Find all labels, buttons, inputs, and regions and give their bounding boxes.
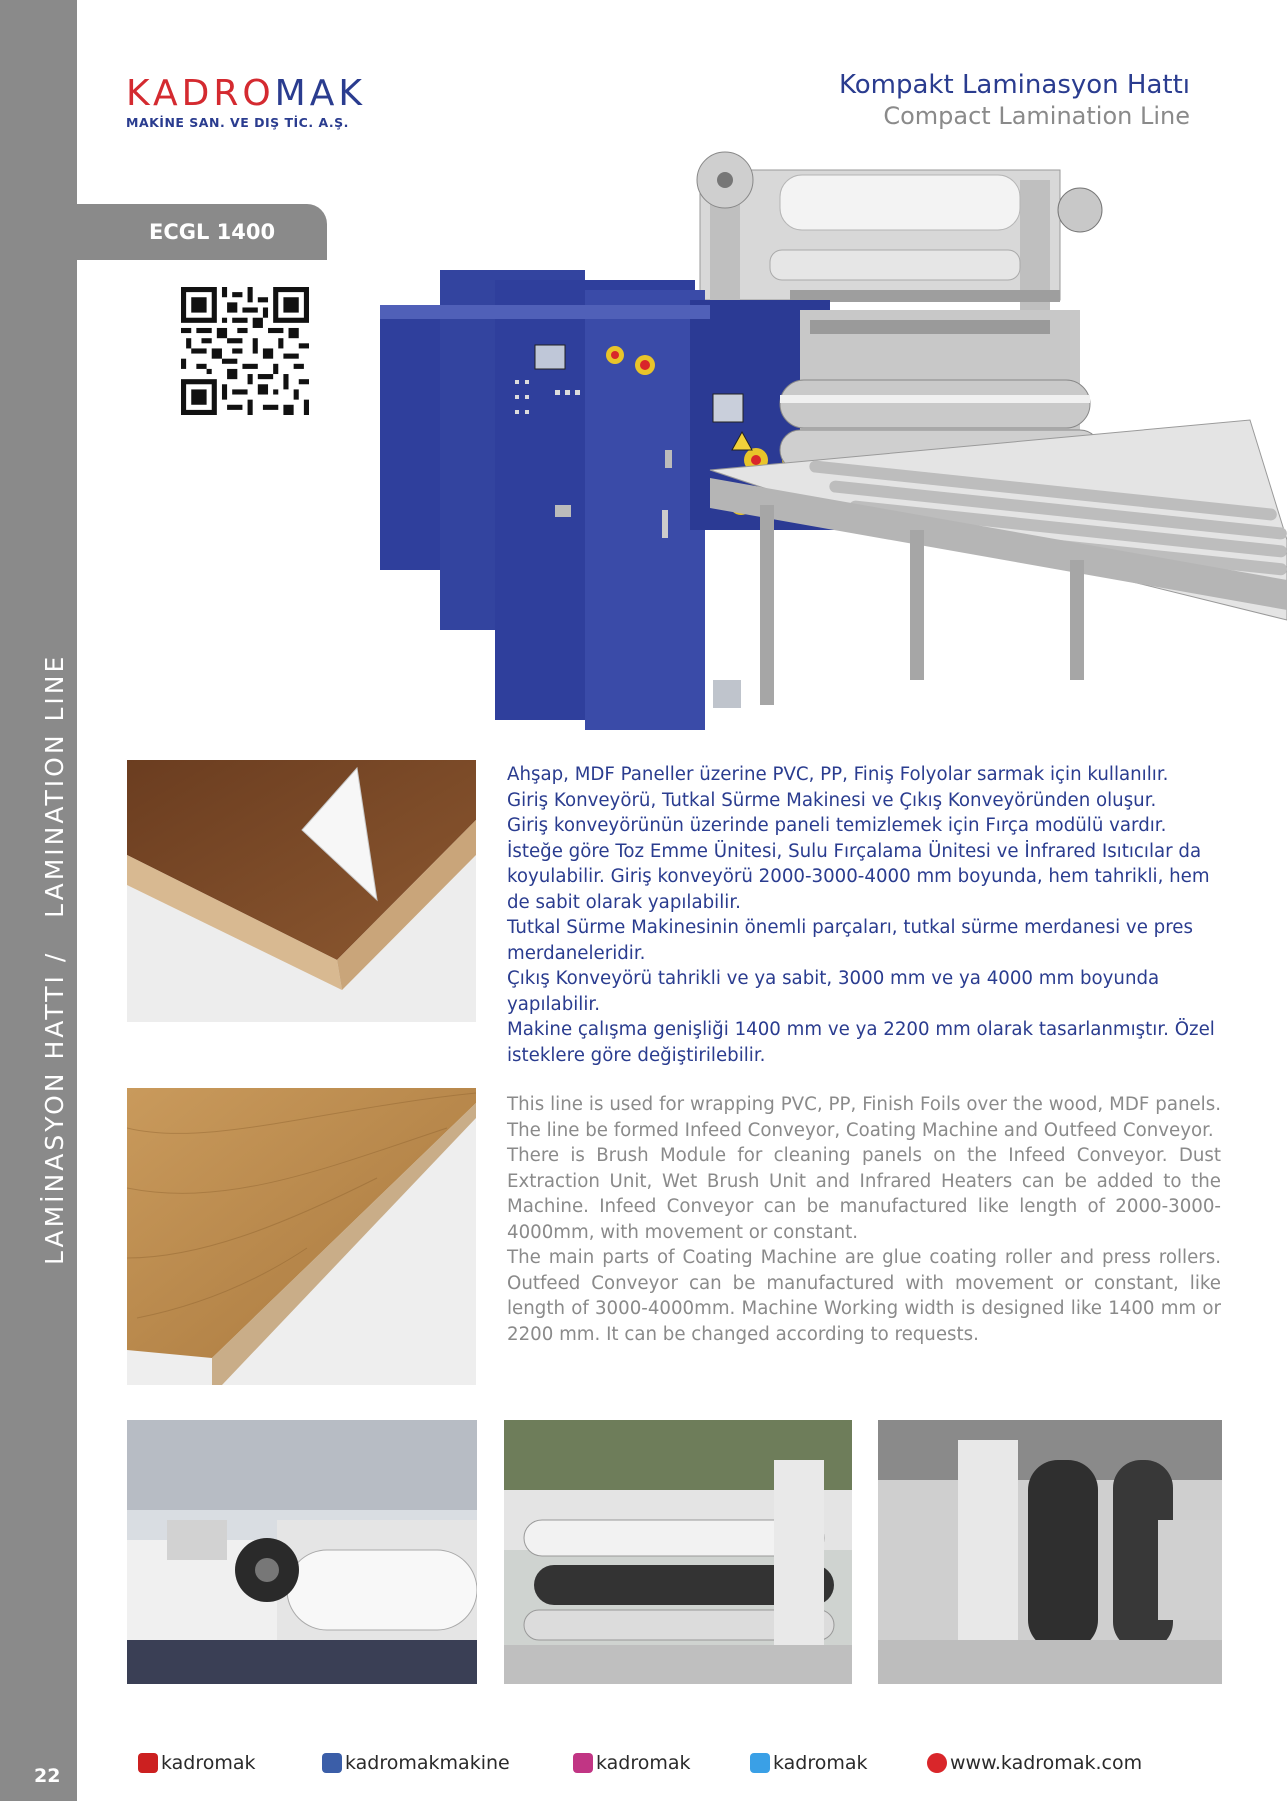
description-turkish	[507, 762, 1221, 1068]
tr-paragraph-7: Makine çalışma genişliği 1400 mm ve ya 2200 mm olarak tasarlanmıştır. Özel isteklere göre değiştirilebilir.	[507, 1019, 1215, 1066]
tr-paragraph-2: Giriş Konveyörü, Tutkal Sürme Makinesi ve Çıkış Konveyöründen oluşur.	[507, 789, 1157, 811]
model-label: ECGL 1400	[149, 220, 276, 244]
machine-detail-photo-3	[878, 1420, 1222, 1684]
oak-panel-image	[127, 1088, 476, 1385]
footer-social-links	[0, 1752, 1287, 1782]
tr-paragraph-1: Ahşap, MDF Paneller üzerine PVC, PP, Finiş Folyolar sarmak için kullanılır.	[507, 764, 1169, 785]
foil-wrapped-panel-image	[127, 760, 476, 1022]
globe-icon	[927, 1753, 947, 1773]
logo-word-red: KADRO	[126, 73, 275, 114]
tr-paragraph-6: Çıkış Konveyörü tahrikli ve ya sabit, 3000 mm ve ya 4000 mm boyunda yapılabilir.	[507, 968, 1160, 1015]
twitter-icon	[750, 1753, 770, 1773]
tr-paragraph-5: Tutkal Sürme Makinesinin önemli parçaları, tutkal sürme merdanesi ve pres merdaneleridir.	[507, 917, 1193, 964]
page-number: 22	[34, 1765, 61, 1787]
logo-wordmark	[126, 73, 366, 114]
vertical-section-label	[40, 654, 69, 1265]
instagram-handle: kadromak	[596, 1752, 691, 1774]
title-english: Compact Lamination Line	[883, 102, 1190, 130]
page-title	[839, 70, 1190, 130]
facebook-link[interactable]	[322, 1752, 510, 1774]
machine-detail-photo-1	[127, 1420, 477, 1684]
title-turkish: Kompakt Laminasyon Hattı	[839, 70, 1190, 100]
lamination-machine-image	[380, 140, 1287, 740]
en-paragraph-3: The main parts of Coating Machine are glue coating roller and press rollers. Outfeed Conveyor can be manufactured with movement or constant, like length of 3000-4000mm. Machine Working width is designed like 1400 mm or 2200 mm. It can be changed according to requests.	[507, 1247, 1221, 1345]
twitter-handle: kadromak	[773, 1752, 868, 1774]
logo-word-blue: MAK	[274, 73, 366, 114]
twitter-link[interactable]	[750, 1752, 868, 1774]
youtube-handle: kadromak	[161, 1752, 256, 1774]
machine-detail-photo-2	[504, 1420, 852, 1684]
vertical-label-en: LAMINATION LINE	[40, 653, 69, 918]
youtube-icon	[138, 1753, 158, 1773]
facebook-handle: kadromakmakine	[345, 1752, 510, 1774]
instagram-icon	[573, 1753, 593, 1773]
model-tab	[77, 204, 327, 260]
en-paragraph-2: There is Brush Module for cleaning panels on the Infeed Conveyor. Dust Extraction Unit, Wet Brush Unit and Infrared Heaters can be added to the Machine. Infeed Conveyor can be manufactured like length of 2000-3000-4000mm, with movement or constant.	[507, 1145, 1221, 1243]
website-url: www.kadromak.com	[950, 1752, 1143, 1774]
logo-subtitle: MAKİNE SAN. VE DIŞ TİC. A.Ş.	[126, 115, 349, 130]
facebook-icon	[322, 1753, 342, 1773]
company-logo	[126, 73, 366, 130]
youtube-link[interactable]	[138, 1752, 256, 1774]
tr-paragraph-3: Giriş konveyörünün üzerinde paneli temizlemek için Fırça modülü vardır.	[507, 815, 1167, 836]
description-english	[507, 1092, 1221, 1347]
instagram-link[interactable]	[573, 1752, 691, 1774]
en-paragraph-1: This line is used for wrapping PVC, PP, Finish Foils over the wood, MDF panels. The line be formed Infeed Conveyor, Coating Machine and Outfeed Conveyor.	[507, 1094, 1221, 1141]
qr-code-icon[interactable]	[181, 287, 309, 415]
tr-paragraph-4: İsteğe göre Toz Emme Ünitesi, Sulu Fırçalama Ünitesi ve İnfrared Isıtıcılar da koyulabilir. Giriş konveyörü 2000-3000-4000 mm boyunda, hem tahrikli, hem de sabit olarak yapılabilir.	[507, 840, 1210, 913]
vertical-label-tr: LAMİNASYON HATTI /	[40, 950, 69, 1265]
website-link[interactable]	[927, 1752, 1142, 1774]
